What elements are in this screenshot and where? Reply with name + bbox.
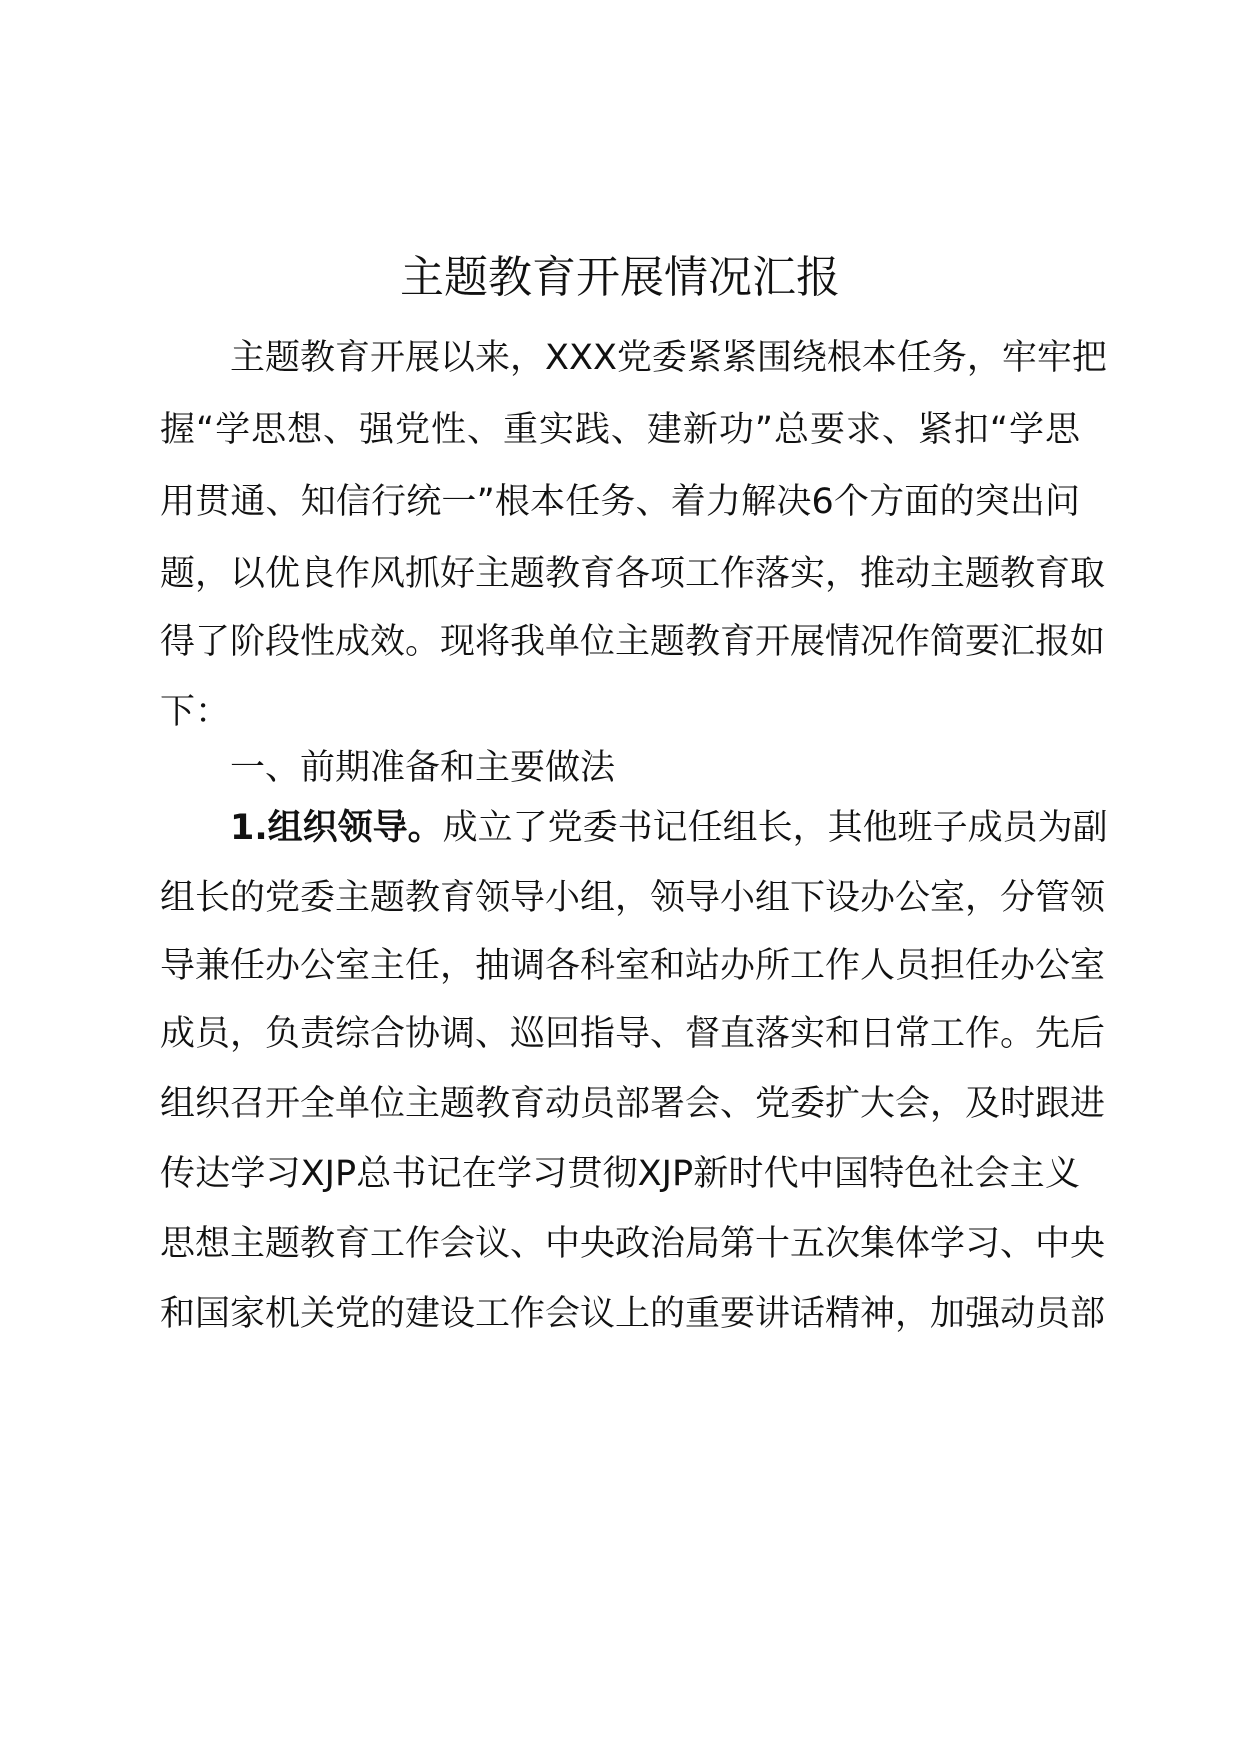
item1-line-8: 和国家机关党的建设工作会议上的重要讲话精神，加强动员部	[160, 1294, 1106, 1334]
item1-line-3: 导兼任办公室主任，抽调各科室和站办所工作人员担任办公室	[160, 946, 1106, 986]
intro-line-5: 得了阶段性成效。现将我单位主题教育开展情况作简要汇报如	[160, 622, 1106, 662]
intro-line-1: 主题教育开展以来，XXX党委紧紧围绕根本任务，牢牢把	[230, 338, 1107, 378]
intro-line-4: 题，以优良作风抓好主题教育各项工作落实，推动主题教育取	[160, 554, 1106, 594]
item1-line-5: 组织召开全单位主题教育动员部署会、党委扩大会，及时跟进	[160, 1084, 1106, 1124]
intro-line-2: 握“学思想、强党性、重实践、建新功”总要求、紧扣“学思	[160, 410, 1080, 450]
section-heading: 一、前期准备和主要做法	[230, 748, 616, 788]
item1-line-1	[230, 800, 1108, 856]
item1-line-1-text: 成立了党委书记任组长，其他班子成员为副	[442, 808, 1108, 848]
item1-line-2: 组长的党委主题教育领导小组，领导小组下设办公室，分管领	[160, 878, 1106, 918]
intro-line-3: 用贯通、知信行统一”根本任务、着力解决6个方面的突出问	[160, 482, 1080, 522]
item1-line-6: 传达学习XJP总书记在学习贯彻XJP新时代中国特色社会主义	[160, 1154, 1080, 1194]
document-title: 主题教育开展情况汇报	[400, 252, 840, 303]
item1-line-7: 思想主题教育工作会议、中央政治局第十五次集体学习、中央	[160, 1224, 1106, 1264]
item1-line-4: 成员，负责综合协调、巡回指导、督直落实和日常工作。先后	[160, 1014, 1106, 1054]
intro-line-6: 下：	[160, 692, 231, 732]
item1-label: 1.组织领导。	[230, 808, 443, 848]
